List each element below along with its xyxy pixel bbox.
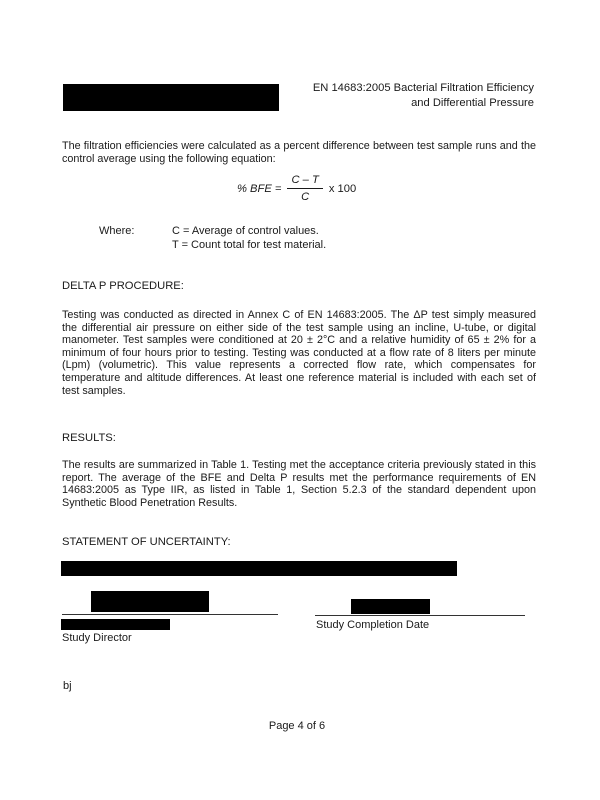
redacted-signature-director — [91, 591, 209, 612]
header-title-line1: EN 14683:2005 Bacterial Filtration Efficiency — [312, 82, 534, 94]
redacted-name-director — [61, 619, 170, 630]
typist-initials: bj — [63, 680, 72, 692]
equation-numerator: C – T — [287, 174, 322, 189]
signature-line-director — [62, 614, 278, 615]
uncertainty-heading: STATEMENT OF UNCERTAINTY: — [62, 536, 231, 548]
document-header — [313, 81, 534, 111]
equation-rhs: x 100 — [328, 183, 357, 195]
redacted-block-uncertainty — [61, 561, 457, 576]
redacted-completion-date — [351, 599, 430, 614]
where-label: Where: — [99, 225, 135, 237]
equation-lhs: % BFE = — [237, 183, 282, 195]
where-c-definition: C = Average of control values. — [172, 225, 319, 237]
equation-denominator: C — [301, 191, 310, 203]
delta-p-paragraph: Testing was conducted as directed in Annex C of EN 14683:2005. The ΔP test simply measured the differential air pressure on either side of the test sample using an incline, U-tube, or digital manometer. Test samples were conditioned at 20 ± 2°C and a relative humidity of 65 ± 2% for a minimum of four hours prior to testing. Testing was conducted at a flow rate of 8 liters per minute (Lpm) (volumetric). This value represents a corrected flow rate, which compensates for temperature and altitude differences. At least one reference material is included with each set of test samples. — [62, 309, 536, 397]
redacted-block-header — [63, 84, 279, 111]
results-paragraph: The results are summarized in Table 1. Testing met the acceptance criteria previously stated in this report. The average of the BFE and Delta P results met the performance requirements of EN 14683:2005 as Type IIR, as listed in Table 1, Section 5.2.3 of the standard dependent upon Synthetic Blood Penetration Results. — [62, 459, 536, 509]
results-heading: RESULTS: — [62, 432, 116, 444]
bfe-equation — [237, 174, 356, 204]
header-title-line2: and Differential Pressure — [411, 97, 534, 109]
delta-p-heading: DELTA P PROCEDURE: — [62, 280, 184, 292]
study-completion-date-label: Study Completion Date — [316, 619, 430, 631]
page-number: Page 4 of 6 — [268, 720, 326, 732]
equation-fraction — [287, 174, 322, 204]
intro-paragraph: The filtration efficiencies were calculated as a percent difference between test sample runs and the control average using the following equation: — [62, 140, 536, 165]
where-t-definition: T = Count total for test material. — [172, 239, 327, 251]
study-director-label: Study Director — [62, 632, 132, 644]
where-definitions — [172, 224, 326, 252]
signature-line-date — [315, 615, 525, 616]
